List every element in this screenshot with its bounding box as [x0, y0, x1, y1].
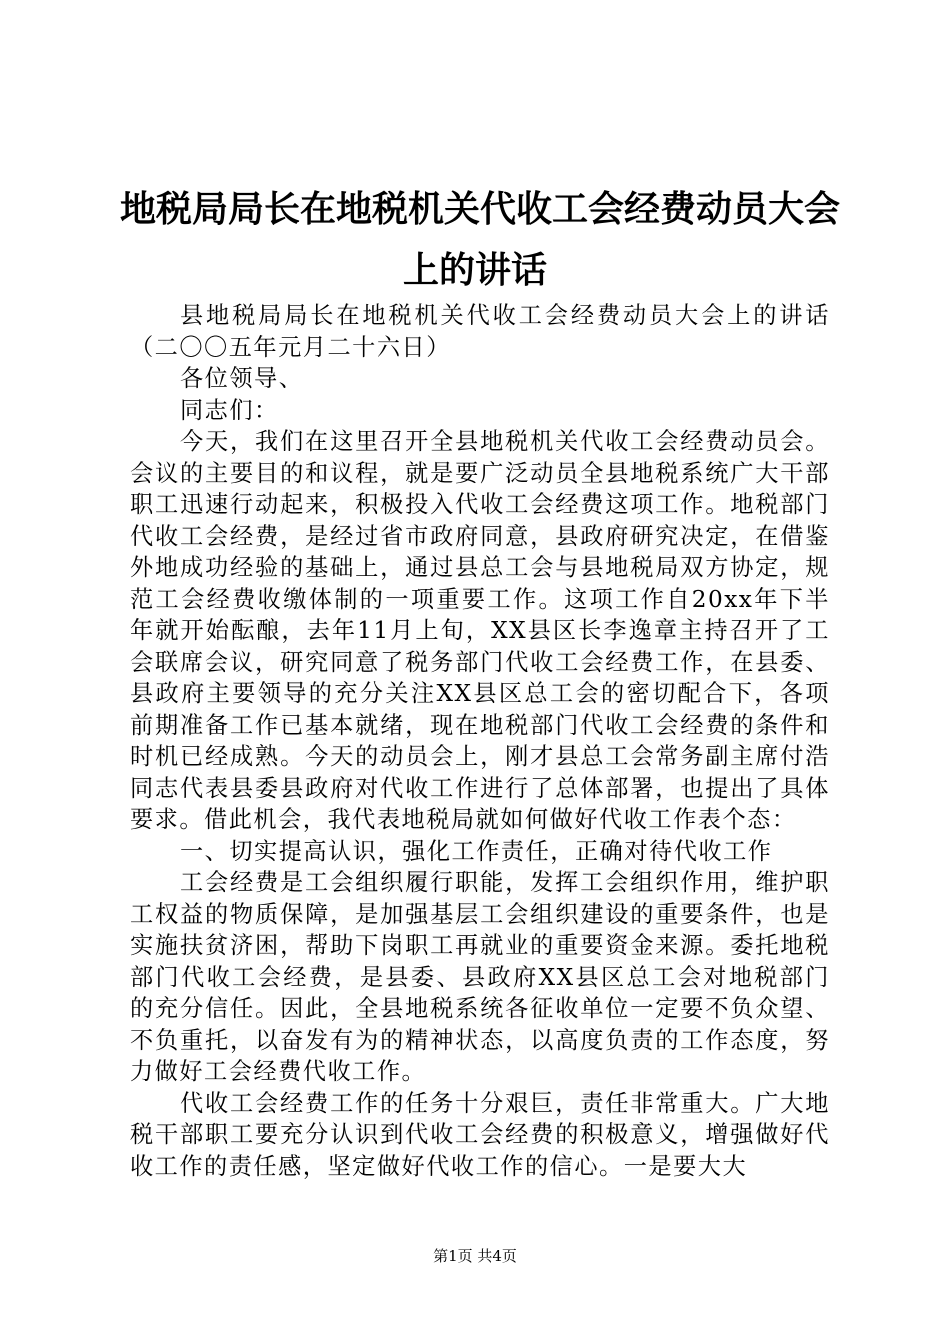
body-paragraph: 今天，我们在这里召开全县地税机关代收工会经费动员会。会议的主要目的和议程，就是要广泛动员全县地税系统广大干部职工迅速行动起来，积极投入代收工会经费这项工作。地税部门代收工会经费，是经过省市政府同意，县政府研究决定，在借鉴外地成功经验的基础上，通过县总工会与县地税局双方协定，规范工会经费收缴体制的一项重要工作。这项工作自20xx年下半年就开始酝酿，去年11月上旬，XX县区长李逸章主持召开了工会联席会议，研究同意了税务部门代收工会经费工作，在县委、县政府主要领导的充分关注XX县区总工会的密切配合下，各项前期准备工作已基本就绪，现在地税部门代收工会经费的条件和时机已经成熟。今天的动员会上，刚才县总工会常务副主席付浩同志代表县委县政府对代收工作进行了总体部署，也提出了具体要求。借此机会，我代表地税局就如何做好代收工作表个态：	[130, 428, 830, 833]
speech-heading: 县地税局局长在地税机关代收工会经费动员大会上的讲话（二〇〇五年元月二十六日）	[130, 302, 830, 361]
page-footer: 第1页 共4页	[433, 1247, 517, 1265]
document-title-line-2: 上的讲话	[402, 250, 547, 291]
salutation-leaders: 各位领导、	[180, 365, 304, 392]
section-heading: 一、切实提高认识，强化工作责任，正确对待代收工作	[180, 837, 773, 865]
document-body	[130, 300, 830, 1182]
body-paragraph: 代收工会经费工作的任务十分艰巨，责任非常重大。广大地税干部职工要充分认识到代收工会经费的积极意义，增强做好代收工作的责任感，坚定做好代收工作的信心。一是要大大	[130, 1089, 830, 1180]
salutation-comrades: 同志们：	[180, 396, 279, 424]
document-title-line-1: 地税局局长在地税机关代收工会经费动员大会	[120, 189, 841, 230]
body-paragraph: 工会经费是工会组织履行职能，发挥工会组织作用，维护职工权益的物质保障，是加强基层工会组织建设的重要条件，也是实施扶贫济困，帮助下岗职工再就业的重要资金来源。委托地税部门代收工会经费，是县委、县政府XX县区总工会对地税部门的充分信任。因此，全县地税系统各征收单位一定要不负众望、不负重托，以奋发有为的精神状态，以高度负责的工作态度，努力做好工会经费代收工作。	[130, 869, 830, 1085]
